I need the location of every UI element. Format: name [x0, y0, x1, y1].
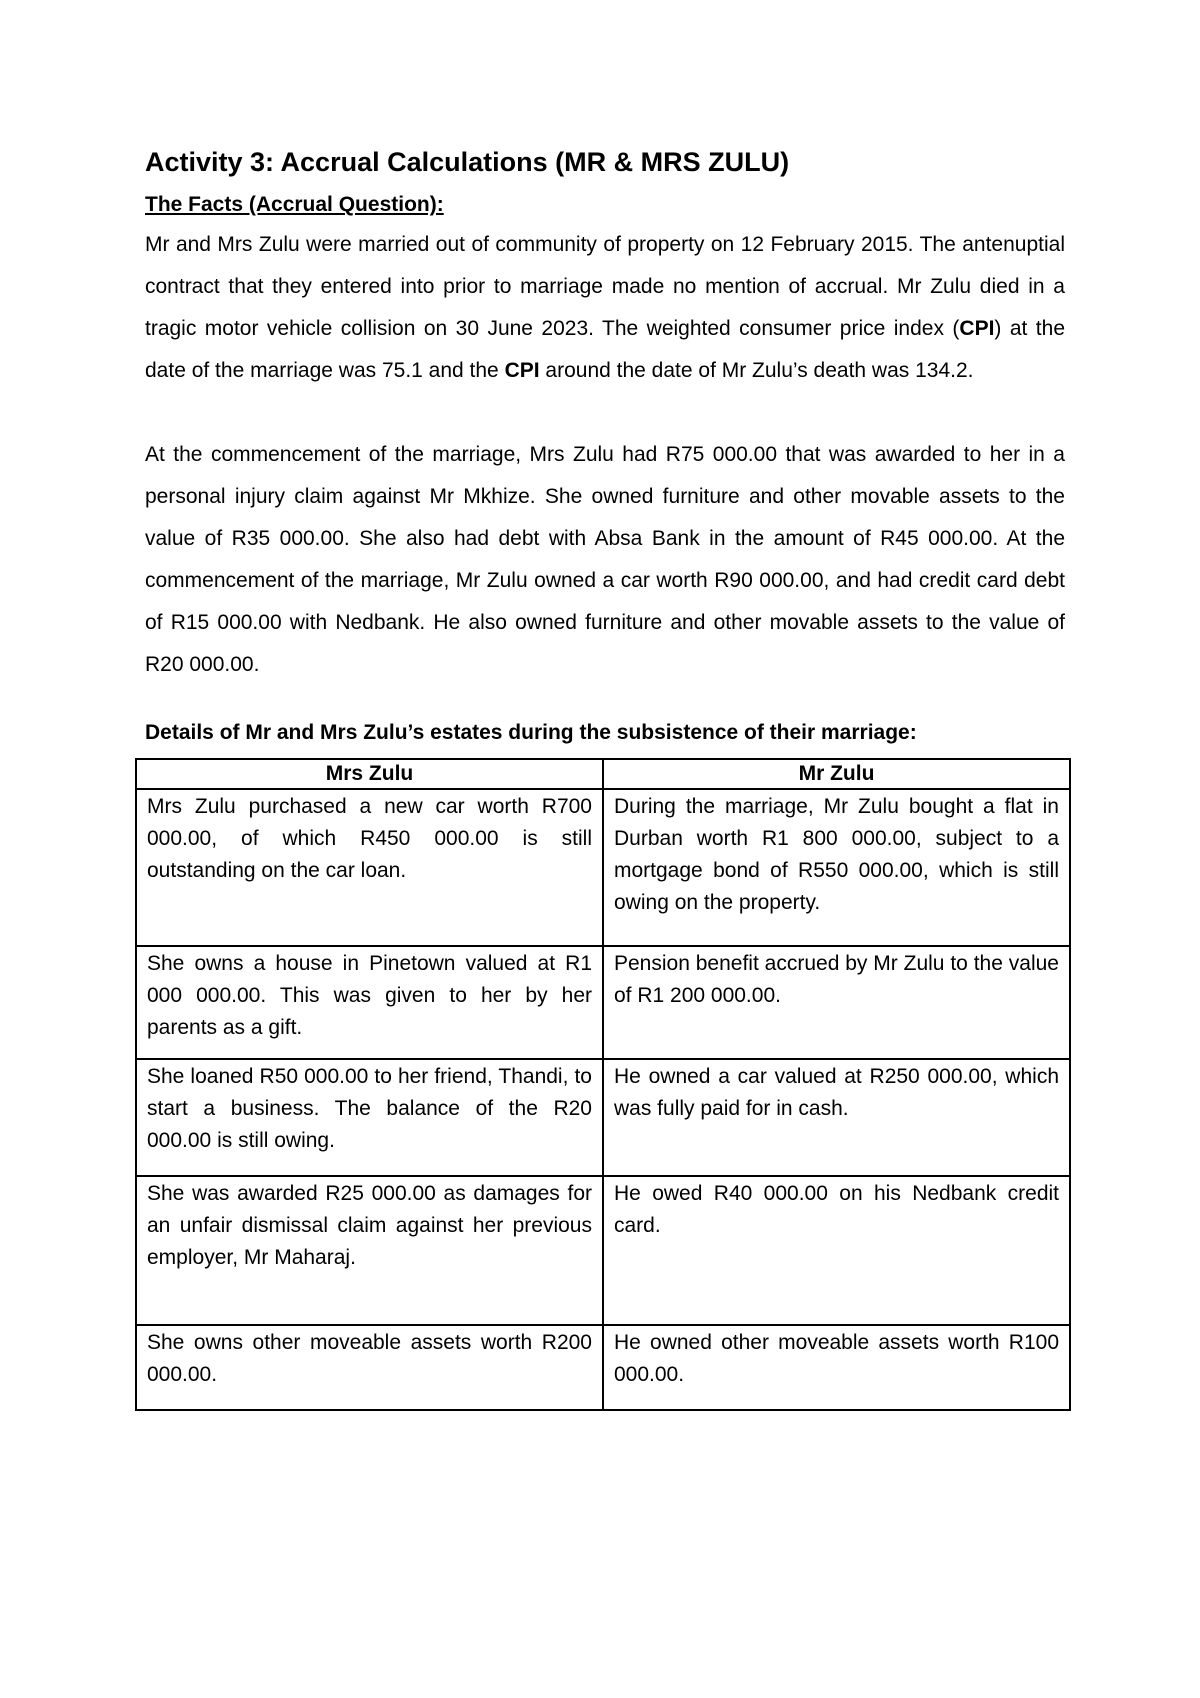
table-cell: He owned other moveable assets worth R100 000.00. — [603, 1325, 1070, 1410]
table-header-row — [136, 759, 1070, 789]
table-cell: She was awarded R25 000.00 as damages for an unfair dismissal claim against her previous employer, Mr Maharaj. — [136, 1176, 603, 1325]
table-cell: Pension benefit accrued by Mr Zulu to the value of R1 200 000.00. — [603, 946, 1070, 1059]
column-header-mr-zulu: Mr Zulu — [603, 759, 1070, 789]
page-title: Activity 3: Accrual Calculations (MR & MRS ZULU) — [145, 147, 790, 177]
paragraph-text: ) at the date of the marriage was 75.1 and the — [145, 317, 1065, 382]
paragraph-text: around the date of Mr Zulu’s death was 134.2. — [539, 359, 974, 382]
facts-paragraph-1 — [145, 224, 1065, 392]
document-page — [145, 140, 1065, 1411]
table-row — [136, 1325, 1070, 1410]
column-header-mrs-zulu: Mrs Zulu — [136, 759, 603, 789]
table-cell: He owned a car valued at R250 000.00, which was fully paid for in cash. — [603, 1059, 1070, 1176]
table-cell: She owns other moveable assets worth R200 000.00. — [136, 1325, 603, 1410]
table-row — [136, 946, 1070, 1059]
table-cell: During the marriage, Mr Zulu bought a flat in Durban worth R1 800 000.00, subject to a mortgage bond of R550 000.00, which is still owing on the property. — [603, 789, 1070, 946]
table-cell: She loaned R50 000.00 to her friend, Thandi, to start a business. The balance of the R20 000.00 is still owing. — [136, 1059, 603, 1176]
facts-paragraph-2: At the commencement of the marriage, Mrs Zulu had R75 000.00 that was awarded to her in a personal injury claim against Mr Mkhize. She owned furniture and other movable assets to the value of R35 000.00. She also had debt with Absa Bank in the amount of R45 000.00. At the commencement of the marriage, Mr Zulu owned a car worth R90 000.00, and had credit card debt of R15 000.00 with Nedbank. He also owned furniture and other movable assets to the value of R20 000.00. — [145, 443, 1065, 676]
table-cell: She owns a house in Pinetown valued at R1 000 000.00. This was given to her by her parents as a gift. — [136, 946, 603, 1059]
paragraph-spacer — [145, 392, 1065, 434]
cpi-term: CPI — [504, 359, 540, 382]
table-cell: He owed R40 000.00 on his Nedbank credit card. — [603, 1176, 1070, 1325]
cpi-term: CPI — [959, 317, 995, 340]
table-row — [136, 1059, 1070, 1176]
table-cell: Mrs Zulu purchased a new car worth R700 000.00, of which R450 000.00 is still outstanding on the car loan. — [136, 789, 603, 946]
estates-table — [135, 758, 1071, 1411]
table-heading: Details of Mr and Mrs Zulu’s estates during the subsistence of their marriage: — [145, 721, 917, 744]
table-row — [136, 1176, 1070, 1325]
paragraph-text: Mr and Mrs Zulu were married out of community of property on 12 February 2015. The antenuptial contract that they entered into prior to marriage made no mention of accrual. Mr Zulu died in a tragic motor vehicle collision on 30 June 2023. The weighted consumer price index ( — [145, 233, 1065, 340]
table-row — [136, 789, 1070, 946]
facts-subtitle: The Facts (Accrual Question): — [145, 193, 444, 216]
